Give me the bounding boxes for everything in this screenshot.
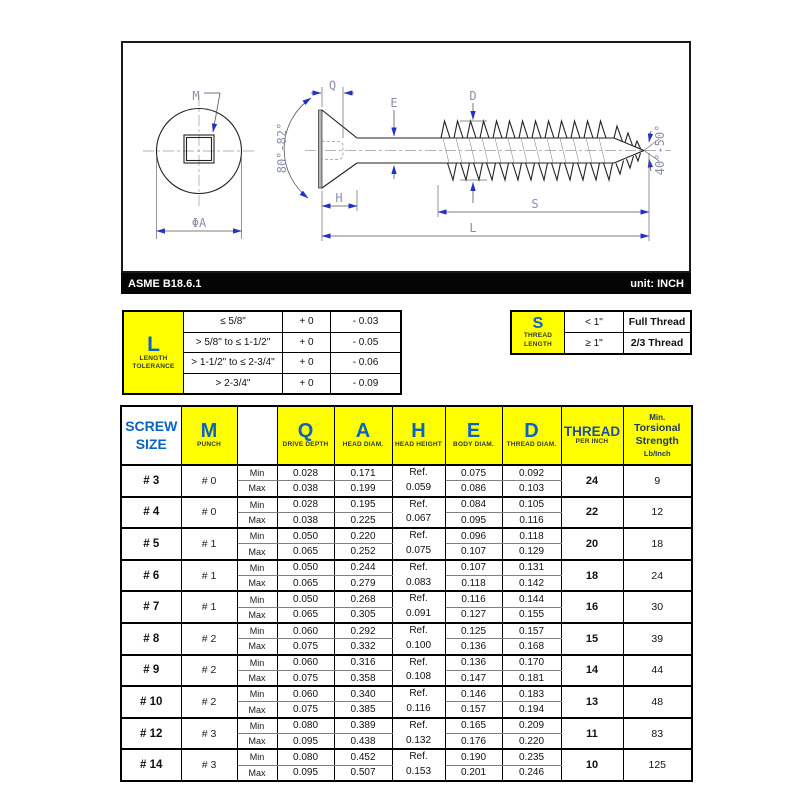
q-max-cell: 0.065: [277, 544, 334, 560]
header-m-sub: PUNCH: [196, 441, 222, 449]
tpi-cell: 18: [561, 560, 623, 592]
h-value: 0.083: [405, 576, 432, 588]
d-min-cell: 0.170: [502, 655, 561, 671]
h-value: 0.059: [405, 481, 432, 493]
screw-size-cell: # 8: [121, 623, 181, 655]
min-label-cell: Min: [237, 686, 277, 702]
e-min-cell: 0.096: [445, 528, 502, 544]
strength-cell: 125: [623, 749, 692, 781]
table-row: [121, 749, 692, 765]
e-min-cell: 0.125: [445, 623, 502, 639]
table-row: [121, 591, 692, 607]
tpi-cell: 16: [561, 591, 623, 623]
q-min-cell: 0.080: [277, 749, 334, 765]
d-max-cell: 0.246: [502, 765, 561, 781]
tpi-cell: 14: [561, 655, 623, 687]
header-minmax-spacer: [237, 406, 277, 465]
thread-length-symbol-cell: [511, 311, 565, 354]
punch-cell: # 1: [181, 591, 237, 623]
header-d-sub: THREAD DIAM.: [506, 441, 557, 449]
tolerance-range: > 5/8" to ≤ 1-1/2": [184, 332, 283, 353]
d-max-cell: 0.181: [502, 670, 561, 686]
q-max-cell: 0.065: [277, 607, 334, 623]
table-row: [121, 718, 692, 734]
tpi-cell: 20: [561, 528, 623, 560]
q-min-cell: 0.060: [277, 686, 334, 702]
max-label-cell: Max: [237, 544, 277, 560]
d-min-cell: 0.118: [502, 528, 561, 544]
d-min-cell: 0.131: [502, 560, 561, 576]
a-max-cell: 0.385: [334, 702, 392, 718]
screw-side-view: [275, 79, 671, 242]
e-min-cell: 0.116: [445, 591, 502, 607]
d-max-cell: 0.116: [502, 512, 561, 528]
screw-size-cell: # 12: [121, 718, 181, 750]
h-value: 0.116: [406, 702, 431, 714]
screw-size-cell: # 9: [121, 655, 181, 687]
h-cell: [392, 623, 445, 655]
tpi-cell: 22: [561, 497, 623, 529]
e-max-cell: 0.118: [445, 576, 502, 592]
header-q-sub: DRIVE DEPTH: [282, 441, 329, 449]
a-min-cell: 0.292: [334, 623, 392, 639]
header-e-letter: E: [466, 420, 481, 443]
a-max-cell: 0.305: [334, 607, 392, 623]
screw-front-view: [143, 89, 255, 239]
h-cell: [392, 749, 445, 781]
min-label-cell: Min: [237, 465, 277, 481]
tolerance-range: ≤ 5/8": [184, 311, 283, 332]
d-min-cell: 0.157: [502, 623, 561, 639]
tolerance-range: > 2-3/4": [184, 373, 283, 394]
screw-size-cell: # 3: [121, 465, 181, 497]
d-min-cell: 0.092: [502, 465, 561, 481]
d-min-cell: 0.235: [502, 749, 561, 765]
screw-size-cell: # 5: [121, 528, 181, 560]
strength-cell: 44: [623, 655, 692, 687]
h-ref-label: Ref.: [409, 467, 428, 478]
q-max-cell: 0.065: [277, 576, 334, 592]
tolerance-minus: - 0.06: [331, 353, 402, 374]
thread-length-symbol: S: [532, 315, 544, 333]
thread-length-title-2: LENGTH: [524, 340, 552, 348]
strength-cell: 83: [623, 718, 692, 750]
header-strength-torsional: Torsional: [634, 422, 681, 435]
min-label-cell: Min: [237, 655, 277, 671]
strength-cell: 30: [623, 591, 692, 623]
min-label-cell: Min: [237, 497, 277, 513]
dim-label-s: S: [531, 197, 539, 211]
d-max-cell: 0.194: [502, 702, 561, 718]
h-ref-label: Ref.: [409, 656, 428, 668]
h-cell: [392, 686, 445, 718]
a-max-cell: 0.199: [334, 481, 392, 497]
q-min-cell: 0.028: [277, 497, 334, 513]
header-m: M: [200, 420, 218, 443]
h-value: 0.067: [405, 513, 432, 525]
e-max-cell: 0.127: [445, 607, 502, 623]
h-ref-label: Ref.: [409, 593, 428, 605]
strength-cell: 9: [623, 465, 692, 497]
h-cell: [392, 655, 445, 687]
h-value: 0.091: [405, 608, 432, 620]
point-angle-label: 40°-50°: [653, 124, 667, 176]
strength-cell: 24: [623, 560, 692, 592]
h-cell: [392, 560, 445, 592]
header-d-letter: D: [524, 420, 539, 443]
standard-bar: [121, 273, 691, 294]
d-max-cell: 0.168: [502, 639, 561, 655]
h-value: 0.108: [405, 671, 432, 683]
h-ref-label: Ref.: [409, 498, 428, 510]
tolerance-symbol-cell: [123, 311, 184, 394]
h-cell: [392, 497, 445, 529]
table-row: [121, 686, 692, 702]
q-min-cell: 0.050: [277, 560, 334, 576]
dim-label-l: L: [469, 221, 477, 235]
d-max-cell: 0.142: [502, 576, 561, 592]
table-row: [121, 560, 692, 576]
punch-cell: # 2: [181, 623, 237, 655]
h-ref-label: Ref.: [409, 688, 428, 700]
h-ref-label: Ref.: [409, 624, 428, 636]
header-e: [445, 406, 502, 465]
max-label-cell: Max: [237, 607, 277, 623]
tolerance-title-1: LENGTH: [139, 354, 168, 362]
header-screw-size: SCREW SIZE: [121, 406, 181, 465]
thread-length-value: 2/3 Thread: [624, 333, 692, 355]
header-thread: THREAD: [563, 423, 621, 439]
header-d: [502, 406, 561, 465]
punch-cell: # 0: [181, 465, 237, 497]
punch-cell: # 3: [181, 749, 237, 781]
punch-cell: # 1: [181, 560, 237, 592]
a-min-cell: 0.220: [334, 528, 392, 544]
h-ref-label: Ref.: [409, 719, 428, 731]
thread-length-condition: ≥ 1": [565, 333, 624, 355]
e-max-cell: 0.201: [445, 765, 502, 781]
h-cell: [392, 718, 445, 750]
strength-cell: 18: [623, 528, 692, 560]
a-max-cell: 0.279: [334, 576, 392, 592]
a-min-cell: 0.268: [334, 591, 392, 607]
tolerance-plus: + 0: [283, 373, 331, 394]
h-ref-label: Ref.: [409, 561, 428, 573]
e-min-cell: 0.075: [445, 465, 502, 481]
e-min-cell: 0.146: [445, 686, 502, 702]
table-row: [121, 623, 692, 639]
a-min-cell: 0.389: [334, 718, 392, 734]
header-a-letter: A: [355, 420, 371, 443]
header-torsional-strength: [623, 406, 692, 465]
a-min-cell: 0.171: [334, 465, 392, 481]
q-max-cell: 0.075: [277, 670, 334, 686]
e-max-cell: 0.107: [445, 544, 502, 560]
q-max-cell: 0.075: [277, 639, 334, 655]
max-label-cell: Max: [237, 639, 277, 655]
d-min-cell: 0.105: [502, 497, 561, 513]
tpi-cell: 24: [561, 465, 623, 497]
d-min-cell: 0.209: [502, 718, 561, 734]
tolerance-title-2: TOLERANCE: [132, 363, 175, 370]
thread-length-condition: < 1": [565, 311, 624, 333]
header-e-sub: BODY DIAM.: [453, 441, 494, 449]
tolerance-symbol: L: [147, 332, 160, 356]
a-max-cell: 0.225: [334, 512, 392, 528]
e-max-cell: 0.136: [445, 639, 502, 655]
header-h: [392, 406, 445, 465]
q-max-cell: 0.038: [277, 512, 334, 528]
h-value: 0.132: [405, 734, 432, 746]
unit-label: unit: INCH: [630, 277, 684, 290]
punch-cell: # 3: [181, 718, 237, 750]
min-label-cell: Min: [237, 749, 277, 765]
max-label-cell: Max: [237, 670, 277, 686]
e-max-cell: 0.157: [445, 702, 502, 718]
max-label-cell: Max: [237, 702, 277, 718]
header-thread-per-inch: [561, 406, 623, 465]
a-min-cell: 0.244: [334, 560, 392, 576]
min-label-cell: Min: [237, 528, 277, 544]
dim-label-h: H: [335, 191, 343, 205]
a-max-cell: 0.332: [334, 639, 392, 655]
header-q-letter: Q: [297, 420, 314, 443]
e-min-cell: 0.107: [445, 560, 502, 576]
header-q: [277, 406, 334, 465]
header-strength-strength: Strength: [635, 435, 679, 448]
header-strength-unit: Lb/Inch: [643, 448, 671, 458]
min-label-cell: Min: [237, 718, 277, 734]
table-row: [121, 497, 692, 513]
table-row: [121, 465, 692, 481]
d-max-cell: 0.220: [502, 734, 561, 750]
dim-label-d: D: [469, 89, 477, 103]
q-min-cell: 0.050: [277, 528, 334, 544]
thread-length-value: Full Thread: [624, 311, 692, 333]
e-max-cell: 0.095: [445, 512, 502, 528]
a-min-cell: 0.316: [334, 655, 392, 671]
q-min-cell: 0.028: [277, 465, 334, 481]
q-min-cell: 0.080: [277, 718, 334, 734]
e-min-cell: 0.136: [445, 655, 502, 671]
min-label-cell: Min: [237, 560, 277, 576]
punch-cell: # 1: [181, 528, 237, 560]
tolerance-plus: + 0: [283, 311, 331, 332]
h-ref-label: Ref.: [409, 751, 428, 763]
screw-size-cell: # 7: [121, 591, 181, 623]
e-min-cell: 0.165: [445, 718, 502, 734]
punch-cell: # 2: [181, 655, 237, 687]
dim-label-e: E: [390, 96, 398, 110]
max-label-cell: Max: [237, 481, 277, 497]
tolerance-plus: + 0: [283, 353, 331, 374]
punch-cell: # 0: [181, 497, 237, 529]
tpi-cell: 13: [561, 686, 623, 718]
h-value: 0.100: [405, 639, 432, 651]
dim-label-phi-a: ΦA: [191, 216, 207, 230]
thread-length-table: [510, 310, 692, 355]
q-min-cell: 0.060: [277, 623, 334, 639]
min-label-cell: Min: [237, 623, 277, 639]
tpi-cell: 11: [561, 718, 623, 750]
screw-size-cell: # 6: [121, 560, 181, 592]
e-min-cell: 0.084: [445, 497, 502, 513]
tolerance-plus: + 0: [283, 332, 331, 353]
h-cell: [392, 465, 445, 497]
d-max-cell: 0.103: [502, 481, 561, 497]
min-label-cell: Min: [237, 591, 277, 607]
a-max-cell: 0.507: [334, 765, 392, 781]
dim-label-m: M: [192, 89, 200, 103]
strength-cell: 39: [623, 623, 692, 655]
q-max-cell: 0.095: [277, 734, 334, 750]
a-max-cell: 0.438: [334, 734, 392, 750]
header-strength-min: Min.: [649, 412, 666, 422]
a-max-cell: 0.358: [334, 670, 392, 686]
screw-size-cell: # 10: [121, 686, 181, 718]
tolerance-minus: - 0.09: [331, 373, 402, 394]
head-face-edge: [319, 110, 323, 188]
q-max-cell: 0.038: [277, 481, 334, 497]
spec-header-row: [121, 406, 692, 465]
d-min-cell: 0.144: [502, 591, 561, 607]
drawing-frame: [121, 41, 691, 273]
table-row: [121, 528, 692, 544]
tpi-cell: 15: [561, 623, 623, 655]
a-min-cell: 0.195: [334, 497, 392, 513]
header-a: [334, 406, 392, 465]
e-min-cell: 0.190: [445, 749, 502, 765]
h-value: 0.075: [405, 544, 432, 556]
q-max-cell: 0.095: [277, 765, 334, 781]
header-h-sub: HEAD HEIGHT: [395, 441, 442, 449]
q-min-cell: 0.060: [277, 655, 334, 671]
standard-label: ASME B18.6.1: [128, 277, 202, 290]
dim-label-q: Q: [328, 78, 337, 93]
tolerance-minus: - 0.03: [331, 311, 402, 332]
a-min-cell: 0.340: [334, 686, 392, 702]
technical-drawing-svg: [123, 43, 689, 271]
q-max-cell: 0.075: [277, 702, 334, 718]
screw-size-cell: # 14: [121, 749, 181, 781]
max-label-cell: Max: [237, 734, 277, 750]
strength-cell: 48: [623, 686, 692, 718]
h-value: 0.153: [405, 766, 432, 778]
punch-cell: # 2: [181, 686, 237, 718]
header-thread-sub: PER INCH: [575, 438, 609, 446]
screw-size-cell: # 4: [121, 497, 181, 529]
max-label-cell: Max: [237, 512, 277, 528]
header-h-letter: H: [411, 420, 426, 443]
max-label-cell: Max: [237, 765, 277, 781]
h-ref-label: Ref.: [409, 530, 428, 542]
a-min-cell: 0.452: [334, 749, 392, 765]
strength-cell: 12: [623, 497, 692, 529]
spec-table: [120, 405, 693, 782]
length-tolerance-table: [122, 310, 402, 395]
tpi-cell: 10: [561, 749, 623, 781]
a-max-cell: 0.252: [334, 544, 392, 560]
d-max-cell: 0.129: [502, 544, 561, 560]
e-max-cell: 0.147: [445, 670, 502, 686]
max-label-cell: Max: [237, 576, 277, 592]
table-row: [121, 655, 692, 671]
q-min-cell: 0.050: [277, 591, 334, 607]
e-max-cell: 0.176: [445, 734, 502, 750]
e-max-cell: 0.086: [445, 481, 502, 497]
d-max-cell: 0.155: [502, 607, 561, 623]
header-m-punch: [181, 406, 237, 465]
d-min-cell: 0.183: [502, 686, 561, 702]
thread-length-title-1: THREAD: [523, 332, 553, 340]
tolerance-range: > 1-1/2" to ≤ 2-3/4": [184, 353, 283, 374]
header-a-sub: HEAD DIAM.: [342, 441, 384, 449]
tolerance-minus: - 0.05: [331, 332, 402, 353]
h-cell: [392, 528, 445, 560]
h-cell: [392, 591, 445, 623]
head-angle-label: 80°-82°: [275, 122, 289, 174]
